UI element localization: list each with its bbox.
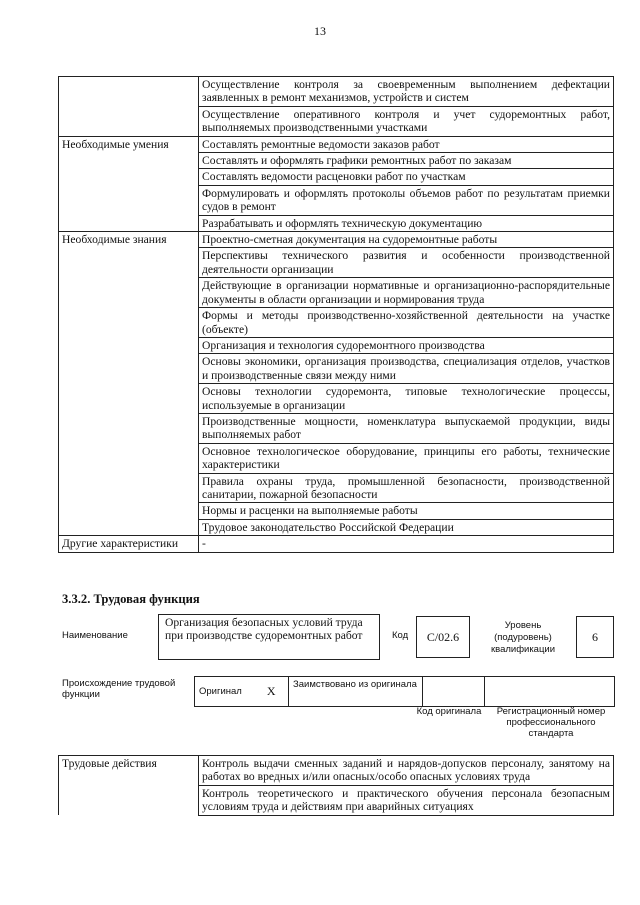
row-text: Действующие в организации нормативные и организационно-распорядительные документы в области организации и нормирования труда: [199, 278, 614, 308]
row-label: [59, 106, 199, 136]
row-text: Перспективы технического развития и особенности производственной деятельности организации: [199, 248, 614, 278]
row-text: Формулировать и оформлять протоколы объемов работ по результатам приемки судов в ремонт: [199, 185, 614, 215]
code-value: C/02.6: [416, 616, 470, 658]
reg-number-cell: [485, 677, 615, 707]
row-text: Трудовое законодательство Российской Федерации: [199, 519, 614, 535]
code-original-caption: Код оригинала: [416, 706, 482, 717]
table-row: [59, 756, 614, 786]
row-label: [59, 443, 199, 473]
table-row: [59, 215, 614, 231]
table-row: [59, 384, 614, 414]
row-label: [59, 169, 199, 185]
table-row: [59, 185, 614, 215]
row-text: Нормы и расценки на выполняемые работы: [199, 503, 614, 519]
origin-label: Происхождение трудовой функции: [62, 678, 176, 700]
row-label: [59, 785, 199, 815]
row-label: [59, 337, 199, 353]
table-row: [59, 232, 614, 248]
level-value: 6: [576, 616, 614, 658]
origin-table: [194, 676, 615, 707]
table-row: [59, 337, 614, 353]
table-row: [59, 77, 614, 107]
row-text: Основы экономики, организация производства, специализация отделов, участков и производственные связи между ними: [199, 354, 614, 384]
table-row: [59, 354, 614, 384]
row-label: [59, 413, 199, 443]
requirements-table: [58, 76, 614, 553]
row-text: Осуществление оперативного контроля и учет судоремонтных работ, выполняемых производственными участками: [199, 106, 614, 136]
level-label: Уровень (подуровень) квалификации: [490, 620, 556, 655]
table-row: [59, 473, 614, 503]
row-text: Составлять ведомости расценовки работ по участкам: [199, 169, 614, 185]
row-label: [59, 248, 199, 278]
code-label: Код: [392, 630, 409, 641]
row-text: Контроль теоретического и практического обучения персонала безопасным условиям труда и действиям при аварийных ситуациях: [199, 785, 614, 815]
row-text: Составлять и оформлять графики ремонтных работ по заказам: [199, 153, 614, 169]
code-original-cell: [423, 677, 485, 707]
row-label: [59, 354, 199, 384]
row-text: Контроль выдачи сменных заданий и нарядов-допусков персоналу, занятому на работах во вредных и/или опасных/особо опасных условиях труда: [199, 756, 614, 786]
row-label: Необходимые умения: [59, 136, 199, 152]
table-row: [59, 248, 614, 278]
row-text: Основное технологическое оборудование, принципы его работы, технические характеристики: [199, 443, 614, 473]
original-label: Оригинал: [195, 677, 255, 707]
table-row: [59, 443, 614, 473]
row-text: Составлять ремонтные ведомости заказов работ: [199, 136, 614, 152]
row-label: Трудовые действия: [59, 756, 199, 786]
table-row: [59, 169, 614, 185]
labor-actions-table: [58, 755, 614, 816]
name-value: Организация безопасных условий труда при производстве судоремонтных работ: [158, 614, 380, 660]
row-text: Организация и технология судоремонтного производства: [199, 337, 614, 353]
row-text: Проектно-сметная документация на судоремонтные работы: [199, 232, 614, 248]
table-row: [59, 785, 614, 815]
row-text: -: [199, 536, 614, 552]
row-label: [59, 503, 199, 519]
original-mark: X: [255, 677, 289, 707]
row-label: [59, 153, 199, 169]
borrowed-label: Заимствовано из оригинала: [289, 677, 423, 707]
table-row: [59, 413, 614, 443]
table-row: [59, 153, 614, 169]
page-number: 13: [314, 24, 326, 38]
table-row: [59, 503, 614, 519]
row-text: Основы технологии судоремонта, типовые технологические процессы, используемые в организации: [199, 384, 614, 414]
table-row: [59, 136, 614, 152]
reg-number-caption: Регистрационный номер профессионального стандарта: [496, 706, 606, 739]
section-title: 3.3.2. Трудовая функция: [62, 592, 200, 606]
row-label: [59, 278, 199, 308]
row-label: [59, 308, 199, 338]
row-label: [59, 519, 199, 535]
name-label: Наименование: [62, 630, 128, 641]
row-label: [59, 473, 199, 503]
row-text: Осуществление контроля за своевременным выполнением дефектации заявленных в ремонт механизмов, устройств и систем: [199, 77, 614, 107]
row-label: Другие характеристики: [59, 536, 199, 552]
table-row: [59, 308, 614, 338]
row-label: [59, 384, 199, 414]
row-label: Необходимые знания: [59, 232, 199, 248]
table-row: [59, 519, 614, 535]
row-label: [59, 185, 199, 215]
row-text: Формы и методы производственно-хозяйственной деятельности на участке (объекте): [199, 308, 614, 338]
row-text: Разрабатывать и оформлять техническую документацию: [199, 215, 614, 231]
table-row: [59, 278, 614, 308]
table-row: [59, 536, 614, 552]
row-text: Правила охраны труда, промышленной безопасности, производственной санитарии, пожарной безопасности: [199, 473, 614, 503]
row-text: Производственные мощности, номенклатура выпускаемой продукции, виды выполняемых работ: [199, 413, 614, 443]
row-label: [59, 215, 199, 231]
row-label: [59, 77, 199, 107]
table-row: [59, 106, 614, 136]
